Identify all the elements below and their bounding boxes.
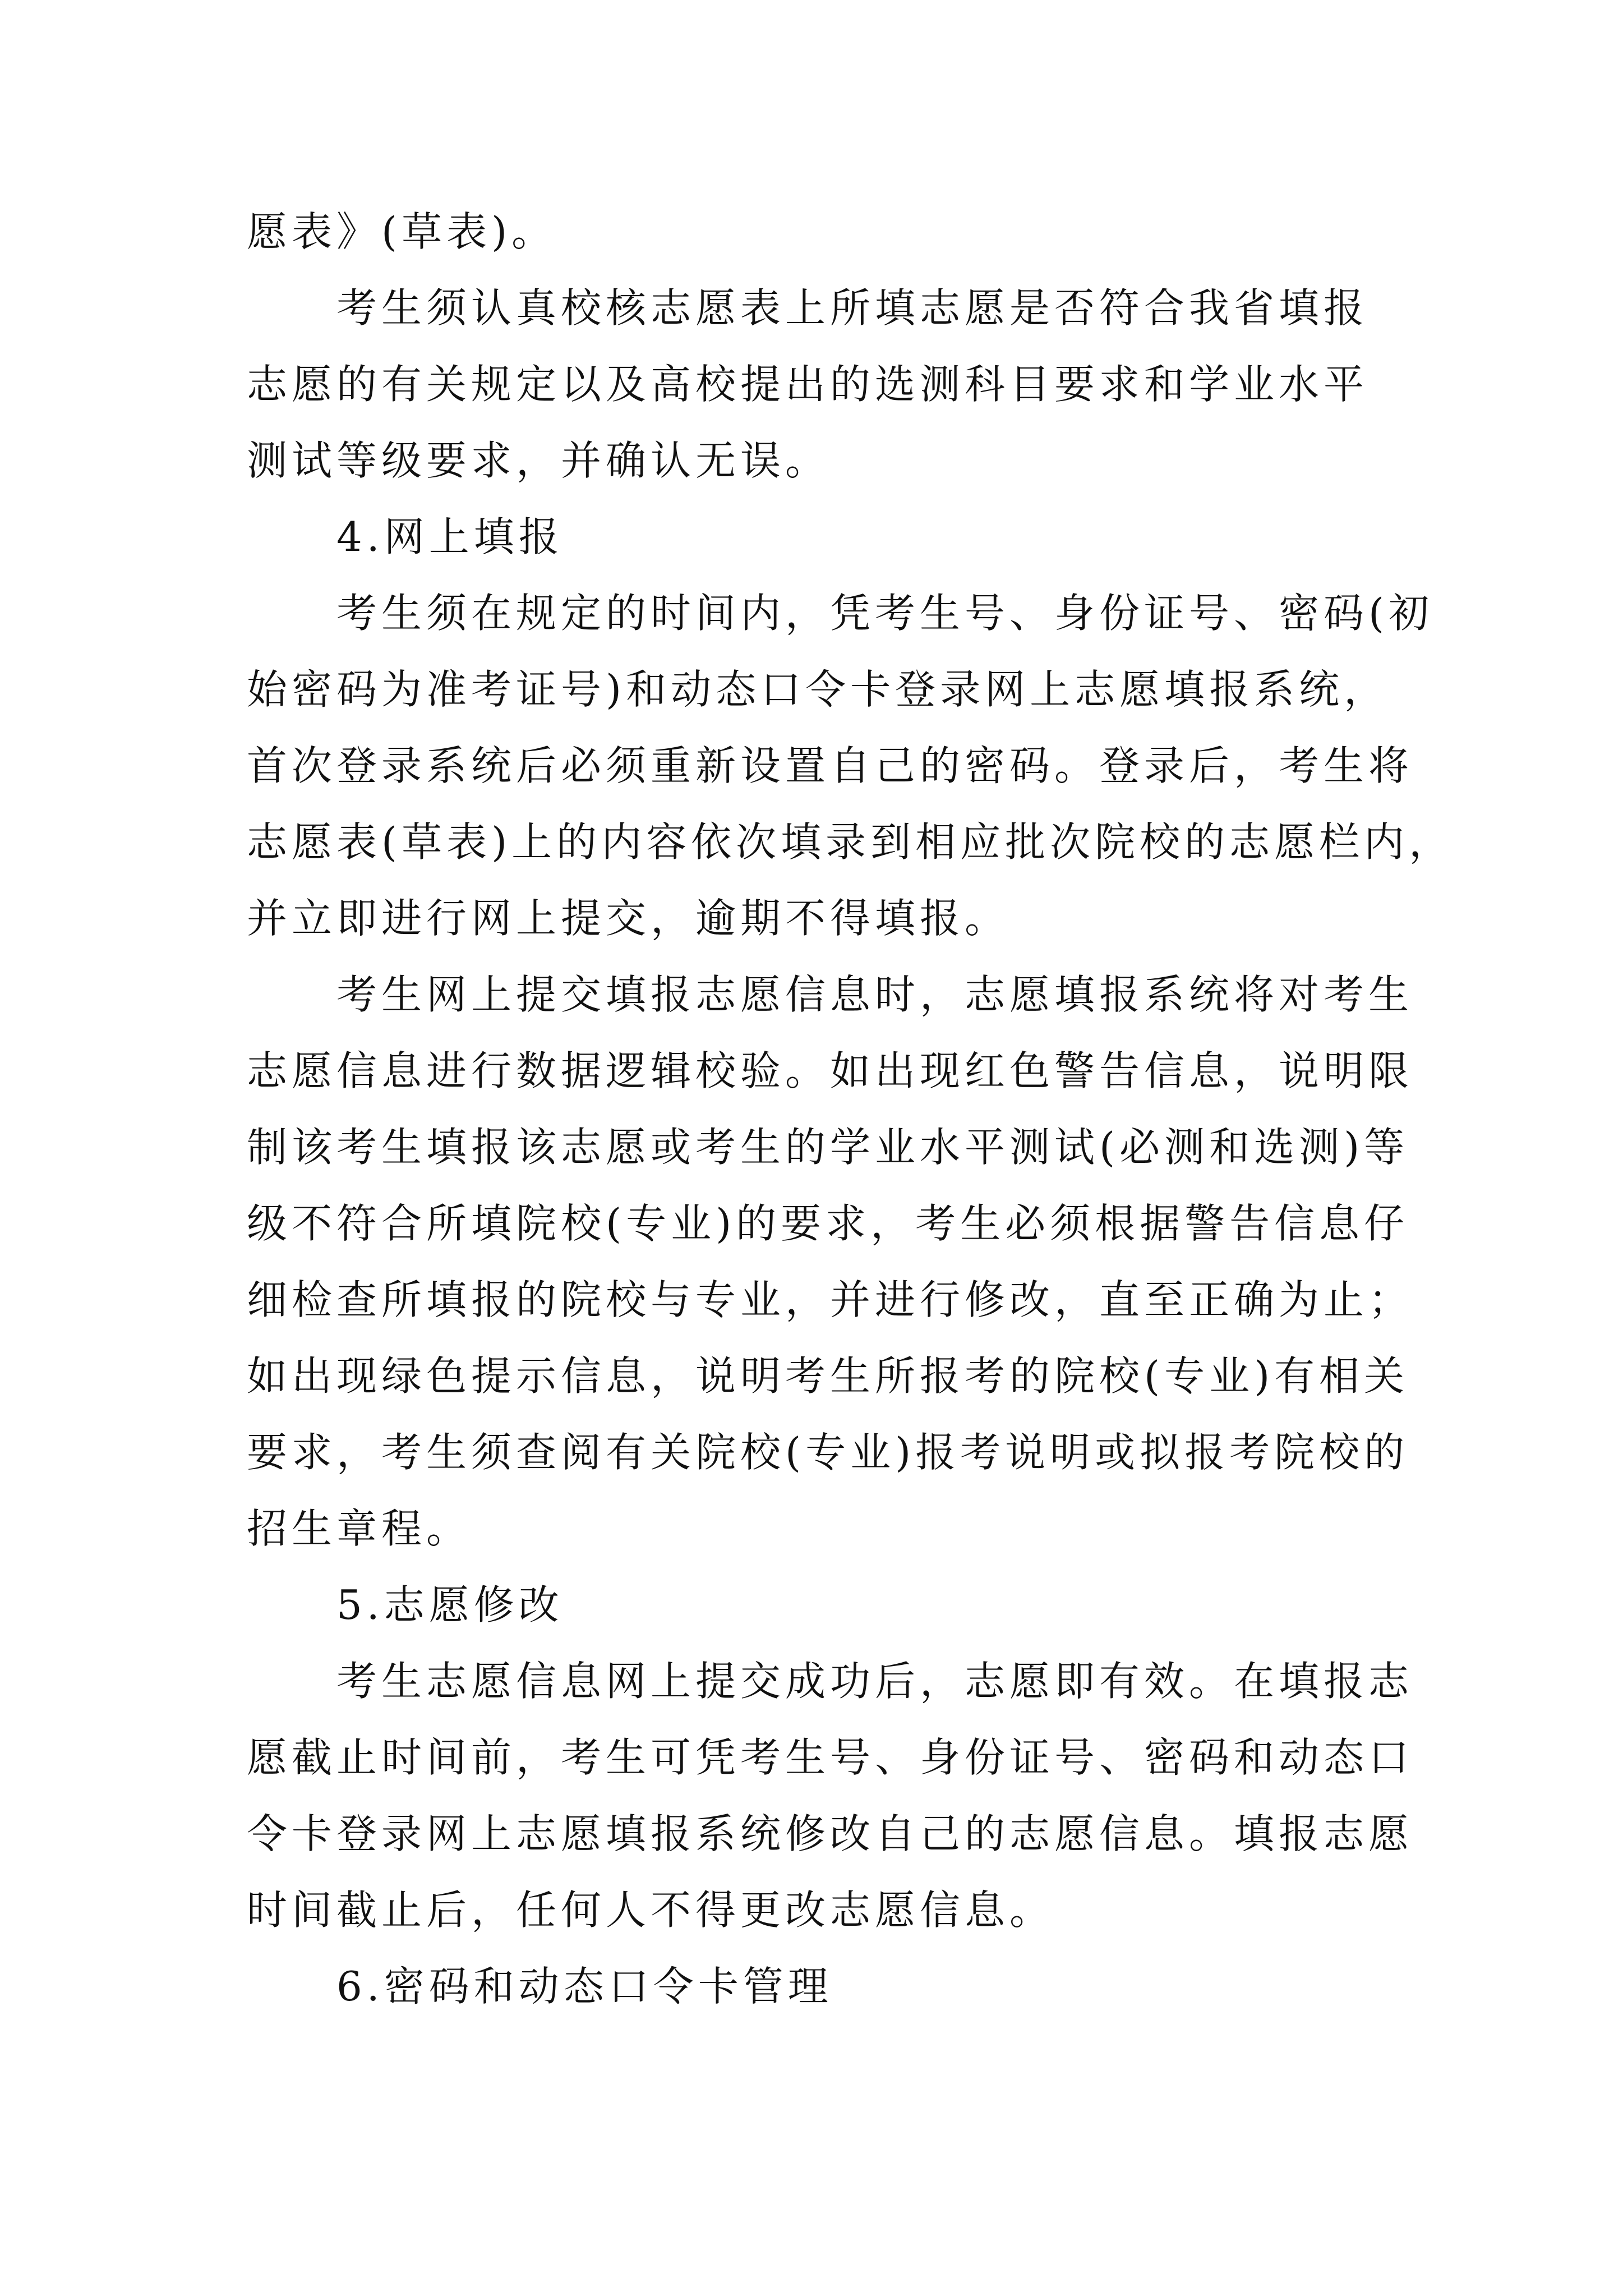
paragraph-start-line: 考生须在规定的时间内，凭考生号、身份证号、密码(初	[336, 590, 1434, 637]
paragraph-start-line: 考生须认真校核志愿表上所填志愿是否符合我省填报	[336, 284, 1369, 332]
text-line: 志愿的有关规定以及高校提出的选测科目要求和学业水平	[247, 361, 1369, 408]
text-line: 愿截止时间前，考生可凭考生号、身份证号、密码和动态口	[247, 1734, 1414, 1781]
text-line: 如出现绿色提示信息，说明考生所报考的院校(专业)有相关	[247, 1352, 1409, 1400]
text-line: 令卡登录网上志愿填报系统修改自己的志愿信息。填报志愿	[247, 1810, 1414, 1857]
paragraph-start-line: 考生志愿信息网上提交成功后，志愿即有效。在填报志	[336, 1658, 1414, 1705]
text-line: 首次登录系统后必须重新设置自己的密码。登录后，考生将	[247, 742, 1414, 789]
text-line: 要求，考生须查阅有关院校(专业)报考说明或拟报考院校的	[247, 1429, 1409, 1476]
paragraph-start-line: 考生网上提交填报志愿信息时，志愿填报系统将对考生	[336, 971, 1414, 1018]
text-line: 始密码为准考证号)和动态口令卡登录网上志愿填报系统，	[247, 666, 1389, 713]
text-line: 级不符合所填院校(专业)的要求，考生必须根据警告信息仔	[247, 1200, 1409, 1247]
section-heading: 5.志愿修改	[336, 1581, 564, 1628]
text-line: 并立即进行网上提交，逾期不得填报。	[247, 895, 1010, 942]
section-heading: 4.网上填报	[336, 513, 564, 560]
text-line: 时间截止后，任何人不得更改志愿信息。	[247, 1887, 1055, 1934]
text-line: 志愿信息进行数据逻辑校验。如出现红色警告信息，说明限	[247, 1047, 1414, 1094]
text-line: 测试等级要求，并确认无误。	[247, 437, 831, 484]
text-line: 细检查所填报的院校与专业，并进行修改，直至正确为止；	[247, 1276, 1414, 1323]
section-heading: 6.密码和动态口令卡管理	[336, 1963, 833, 2010]
document-body	[247, 194, 1454, 2024]
text-line: 招生章程。	[247, 1505, 472, 1552]
text-line: 制该考生填报该志愿或考生的学业水平测试(必测和选测)等	[247, 1124, 1409, 1171]
text-line: 志愿表(草表)上的内容依次填录到相应批次院校的志愿栏内，	[247, 818, 1454, 866]
text-line: 愿表》(草表)。	[247, 208, 557, 255]
